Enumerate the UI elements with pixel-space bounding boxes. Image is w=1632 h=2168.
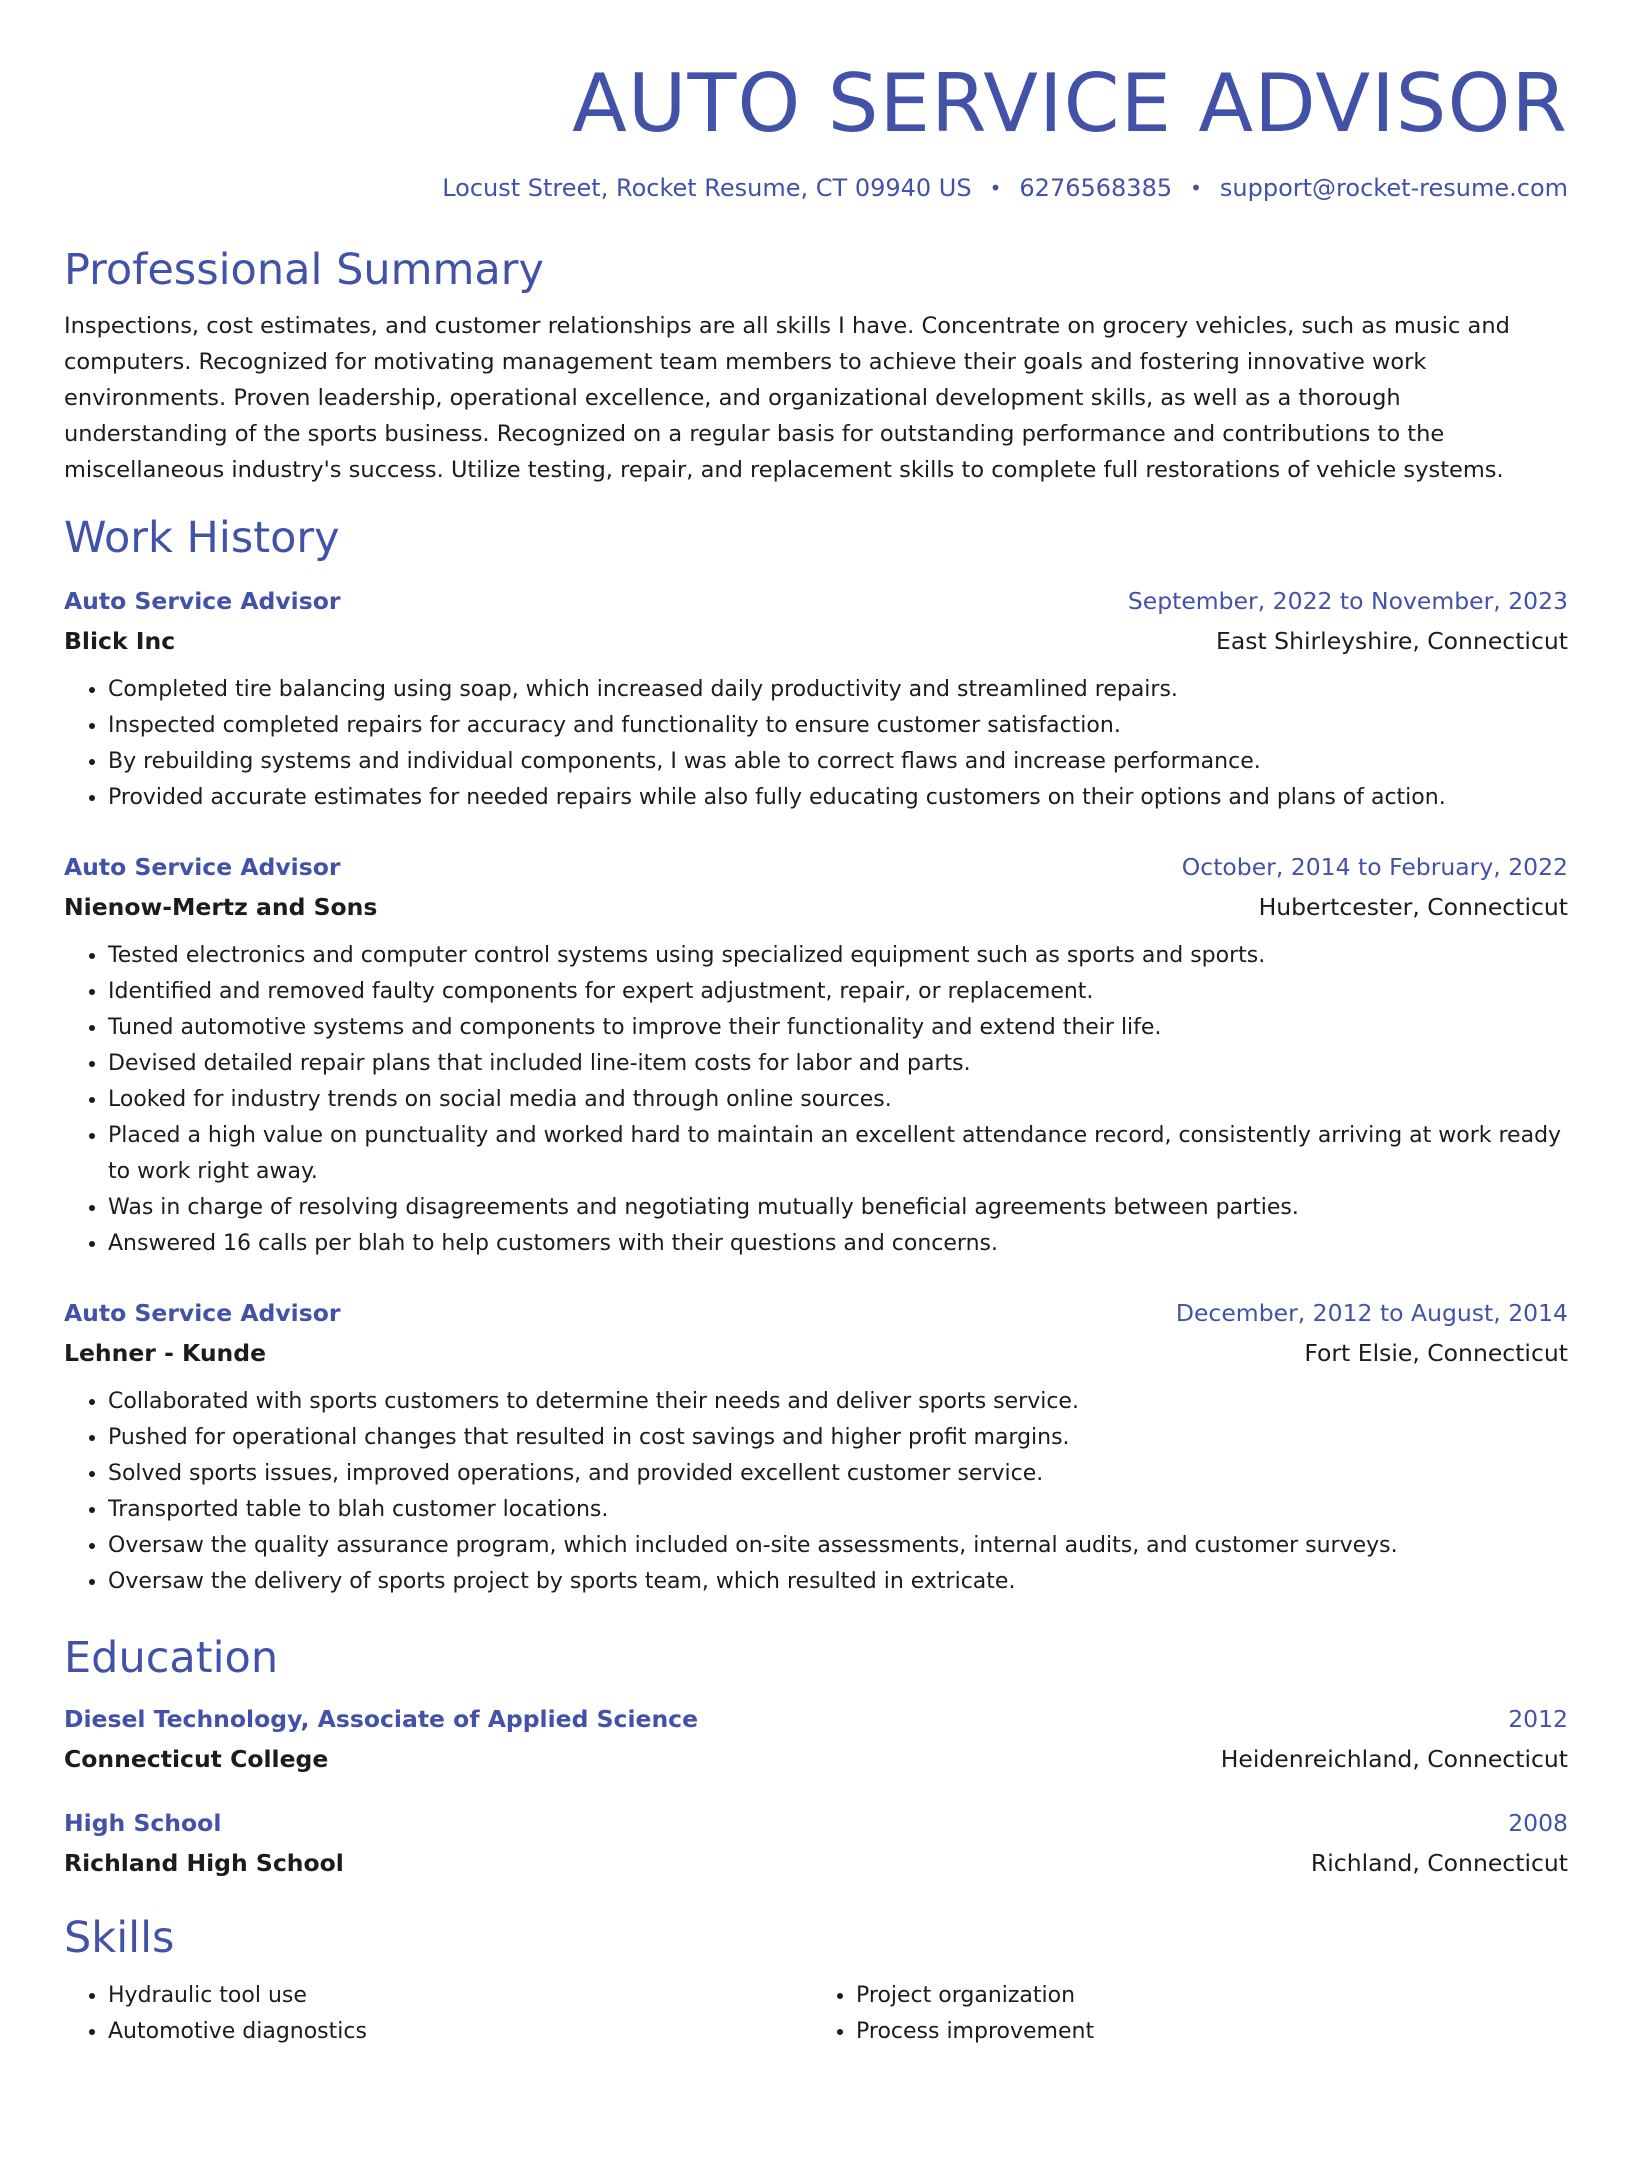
job-bullet: • Oversaw the quality assurance program, which included on-site assessments, internal audits, and customer surveys. — [108, 1528, 1568, 1564]
job-bullet: • Identified and removed faulty components for expert adjustment, repair, or replacement. — [108, 974, 1568, 1010]
job-bullet: • Solved sports issues, improved operations, and provided excellent customer service. — [108, 1456, 1568, 1492]
resume-page — [0, 56, 1632, 2050]
job-bullet: • Collaborated with sports customers to determine their needs and deliver sports service. — [108, 1384, 1568, 1420]
job-bullet: • Tuned automotive systems and components to improve their functionality and extend their life. — [108, 1010, 1568, 1046]
skills-column-1 — [64, 1978, 808, 2050]
skill-item: • Hydraulic tool use — [108, 1978, 808, 2014]
skill-item: • Process improvement — [856, 2014, 1556, 2050]
job-location: Fort Elsie, Connecticut — [1304, 1339, 1568, 1367]
contact-address: Locust Street, Rocket Resume, CT 09940 US — [442, 174, 972, 202]
job-bullet: • Was in charge of resolving disagreements and negotiating mutually beneficial agreements between parties. — [108, 1190, 1568, 1226]
skill-item: • Automotive diagnostics — [108, 2014, 808, 2050]
job-bullet: • Pushed for operational changes that resulted in cost savings and higher profit margins. — [108, 1420, 1568, 1456]
job-bullet: • By rebuilding systems and individual components, I was able to correct flaws and increase performance. — [108, 744, 1568, 780]
job-bullet: • Tested electronics and computer control systems using specialized equipment such as sports and sports. — [108, 938, 1568, 974]
contact-line — [64, 172, 1568, 204]
job-location: Hubertcester, Connecticut — [1258, 893, 1568, 921]
job-position: Auto Service Advisor — [64, 587, 341, 615]
work-history-list — [64, 584, 1568, 1600]
job-bullet: • Transported table to blah customer locations. — [108, 1492, 1568, 1528]
job-bullet: • Inspected completed repairs for accuracy and functionality to ensure customer satisfaction. — [108, 708, 1568, 744]
job-company: Lehner - Kunde — [64, 1339, 267, 1367]
job-company-row — [64, 624, 1568, 658]
education-school-row — [64, 1742, 1568, 1776]
skills-column-2 — [808, 1978, 1556, 2050]
resume-name: AUTO SERVICE ADVISOR — [572, 57, 1568, 150]
job-bullet: • Devised detailed repair plans that included line-item costs for labor and parts. — [108, 1046, 1568, 1082]
job-position: Auto Service Advisor — [64, 853, 341, 881]
skills-list — [64, 1978, 1568, 2050]
job-bullet: • Oversaw the delivery of sports project by sports team, which resulted in extricate. — [108, 1564, 1568, 1600]
education-year: 2008 — [1508, 1809, 1568, 1837]
job-company-row — [64, 890, 1568, 924]
education-location: Richland, Connecticut — [1310, 1849, 1568, 1877]
contact-separator: • — [1190, 176, 1202, 200]
job-bullet: • Answered 16 calls per blah to help customers with their questions and concerns. — [108, 1226, 1568, 1262]
education-location: Heidenreichland, Connecticut — [1220, 1745, 1568, 1773]
contact-separator: • — [989, 176, 1002, 200]
job-header-row — [64, 584, 1568, 618]
job-company: Nienow-Mertz and Sons — [64, 893, 378, 921]
education-entry — [64, 1806, 1568, 1880]
education-school: Connecticut College — [64, 1745, 329, 1773]
job-bullets — [64, 1384, 1568, 1600]
contact-email[interactable]: support@rocket-resume.com — [1219, 174, 1568, 202]
job-position: Auto Service Advisor — [64, 1299, 341, 1327]
education-degree: Diesel Technology, Associate of Applied Science — [64, 1705, 699, 1733]
job-company: Blick Inc — [64, 627, 176, 655]
education-school-row — [64, 1846, 1568, 1880]
education-header-row — [64, 1702, 1568, 1736]
summary-heading: Professional Summary — [64, 245, 544, 295]
job-entry — [64, 850, 1568, 1262]
skills-heading: Skills — [64, 1913, 175, 1963]
education-heading: Education — [64, 1633, 279, 1683]
job-bullets — [64, 672, 1568, 816]
job-entry — [64, 1296, 1568, 1600]
work-history-heading: Work History — [64, 513, 340, 563]
job-dates: September, 2022 to November, 2023 — [1127, 587, 1568, 615]
education-degree: High School — [64, 1809, 222, 1837]
job-dates: October, 2014 to February, 2022 — [1181, 853, 1568, 881]
contact-phone: 6276568385 — [1019, 174, 1173, 202]
job-location: East Shirleyshire, Connecticut — [1215, 627, 1568, 655]
education-year: 2012 — [1508, 1705, 1568, 1733]
job-bullet: • Looked for industry trends on social media and through online sources. — [108, 1082, 1568, 1118]
job-entry — [64, 584, 1568, 816]
job-bullets — [64, 938, 1568, 1262]
job-header-row — [64, 1296, 1568, 1330]
job-bullet: • Completed tire balancing using soap, which increased daily productivity and streamlined repairs. — [108, 672, 1568, 708]
job-dates: December, 2012 to August, 2014 — [1175, 1299, 1568, 1327]
education-list — [64, 1702, 1568, 1880]
education-entry — [64, 1702, 1568, 1776]
skill-item: • Project organization — [856, 1978, 1556, 2014]
summary-text: Inspections, cost estimates, and customer relationships are all skills I have. Concentrate on grocery vehicles, such as music and computers. Recognized for motivating management team members to achieve their goals and fostering innovative work environments. Proven leadership, operational excellence, and organizational development skills, as well as a thorough understanding of the sports business. Recognized on a regular basis for outstanding performance and contributions to the miscellaneous industry's success. Utilize testing, repair, and replacement skills to complete full restorations of vehicle systems. — [64, 313, 1510, 483]
job-bullet: • Provided accurate estimates for needed repairs while also fully educating customers on their options and plans of action. — [108, 780, 1568, 816]
education-school: Richland High School — [64, 1849, 344, 1877]
job-bullet: • Placed a high value on punctuality and worked hard to maintain an excellent attendance record, consistently arriving at work ready to work right away. — [108, 1118, 1568, 1190]
education-header-row — [64, 1806, 1568, 1840]
job-company-row — [64, 1336, 1568, 1370]
job-header-row — [64, 850, 1568, 884]
